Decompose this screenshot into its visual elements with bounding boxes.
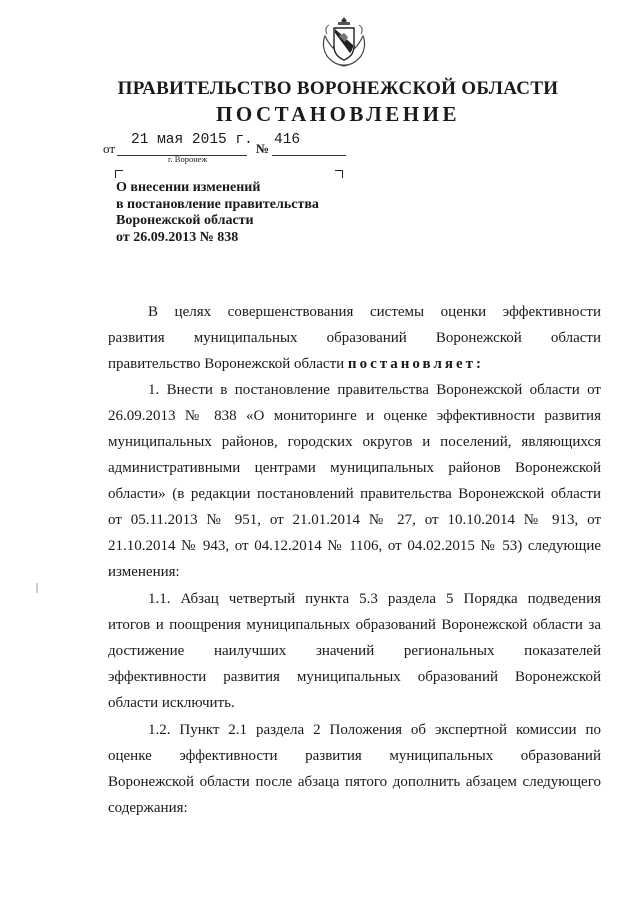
body-line: 26.09.2013 № 838 «О мониторинге и оценке эффективности развития bbox=[108, 408, 601, 424]
body-line: 1.1. Абзац четвертый пункта 5.3 раздела 5 Порядка подведения bbox=[148, 591, 601, 607]
body-line: области» (в редакции постановлений правительства Воронежской области bbox=[108, 486, 601, 502]
coat-of-arms-emblem bbox=[319, 14, 369, 72]
body-line: 1.2. Пункт 2.1 раздела 2 Положения об экспертной комиссии по bbox=[148, 722, 601, 738]
document-type-title: ПОСТАНОВЛЕНИЕ bbox=[216, 102, 460, 126]
body-line bbox=[108, 356, 601, 373]
body-line: оценке эффективности развития муниципальных образований bbox=[108, 748, 601, 764]
body-line: административными центрами муниципальных районов Воронежской bbox=[108, 460, 601, 476]
subject-line: О внесении изменений bbox=[116, 180, 261, 195]
document-date: 21 мая 2015 г. bbox=[131, 132, 253, 148]
decree-keyword: постановляет: bbox=[347, 356, 484, 372]
scan-mark bbox=[36, 583, 38, 593]
document-number: 416 bbox=[274, 132, 301, 148]
number-label: № bbox=[256, 141, 270, 156]
government-title: ПРАВИТЕЛЬСТВО ВОРОНЕЖСКОЙ ОБЛАСТИ bbox=[117, 78, 559, 99]
body-line: содержания: bbox=[108, 800, 188, 816]
body-line: муниципальных районов, городских округов и поселений, являющихся bbox=[108, 434, 601, 450]
from-label: от bbox=[103, 141, 116, 156]
body-line: 1. Внести в постановление правительства Воронежской области от bbox=[148, 382, 601, 398]
number-underline bbox=[272, 155, 346, 156]
body-text-fragment: правительство Воронежской области bbox=[108, 356, 348, 372]
body-line: 21.10.2014 № 943, от 04.12.2014 № 1106, от 04.02.2015 № 53) следующие bbox=[108, 538, 601, 554]
subject-line: в постановление правительства bbox=[116, 196, 319, 212]
body-line: развития муниципальных образований Воронежской области bbox=[108, 330, 601, 346]
body-line: области исключить. bbox=[108, 695, 235, 711]
body-line: В целях совершенствования системы оценки эффективности bbox=[148, 304, 601, 320]
subject-line: от 26.09.2013 № 838 bbox=[116, 229, 239, 245]
subject-line: Воронежской области bbox=[116, 213, 254, 228]
corner-bracket-left bbox=[115, 170, 123, 178]
body-line: Воронежской области после абзаца пятого дополнить абзацем следующего bbox=[108, 774, 601, 790]
body-line: от 05.11.2013 № 951, от 21.01.2014 № 27, от 10.10.2014 № 913, от bbox=[108, 512, 601, 528]
date-number-row bbox=[103, 132, 363, 169]
corner-bracket-right bbox=[335, 170, 343, 178]
body-line: изменения: bbox=[108, 564, 180, 580]
body-line: итогов и поощрения муниципальных образований Воронежской области за bbox=[108, 617, 601, 633]
body-line: достижение наилучших значений региональных показателей bbox=[108, 643, 601, 659]
body-line: эффективности развития муниципальных образований Воронежской bbox=[108, 669, 601, 685]
city-label: г. Воронеж bbox=[168, 154, 208, 164]
document-subject bbox=[116, 180, 356, 246]
